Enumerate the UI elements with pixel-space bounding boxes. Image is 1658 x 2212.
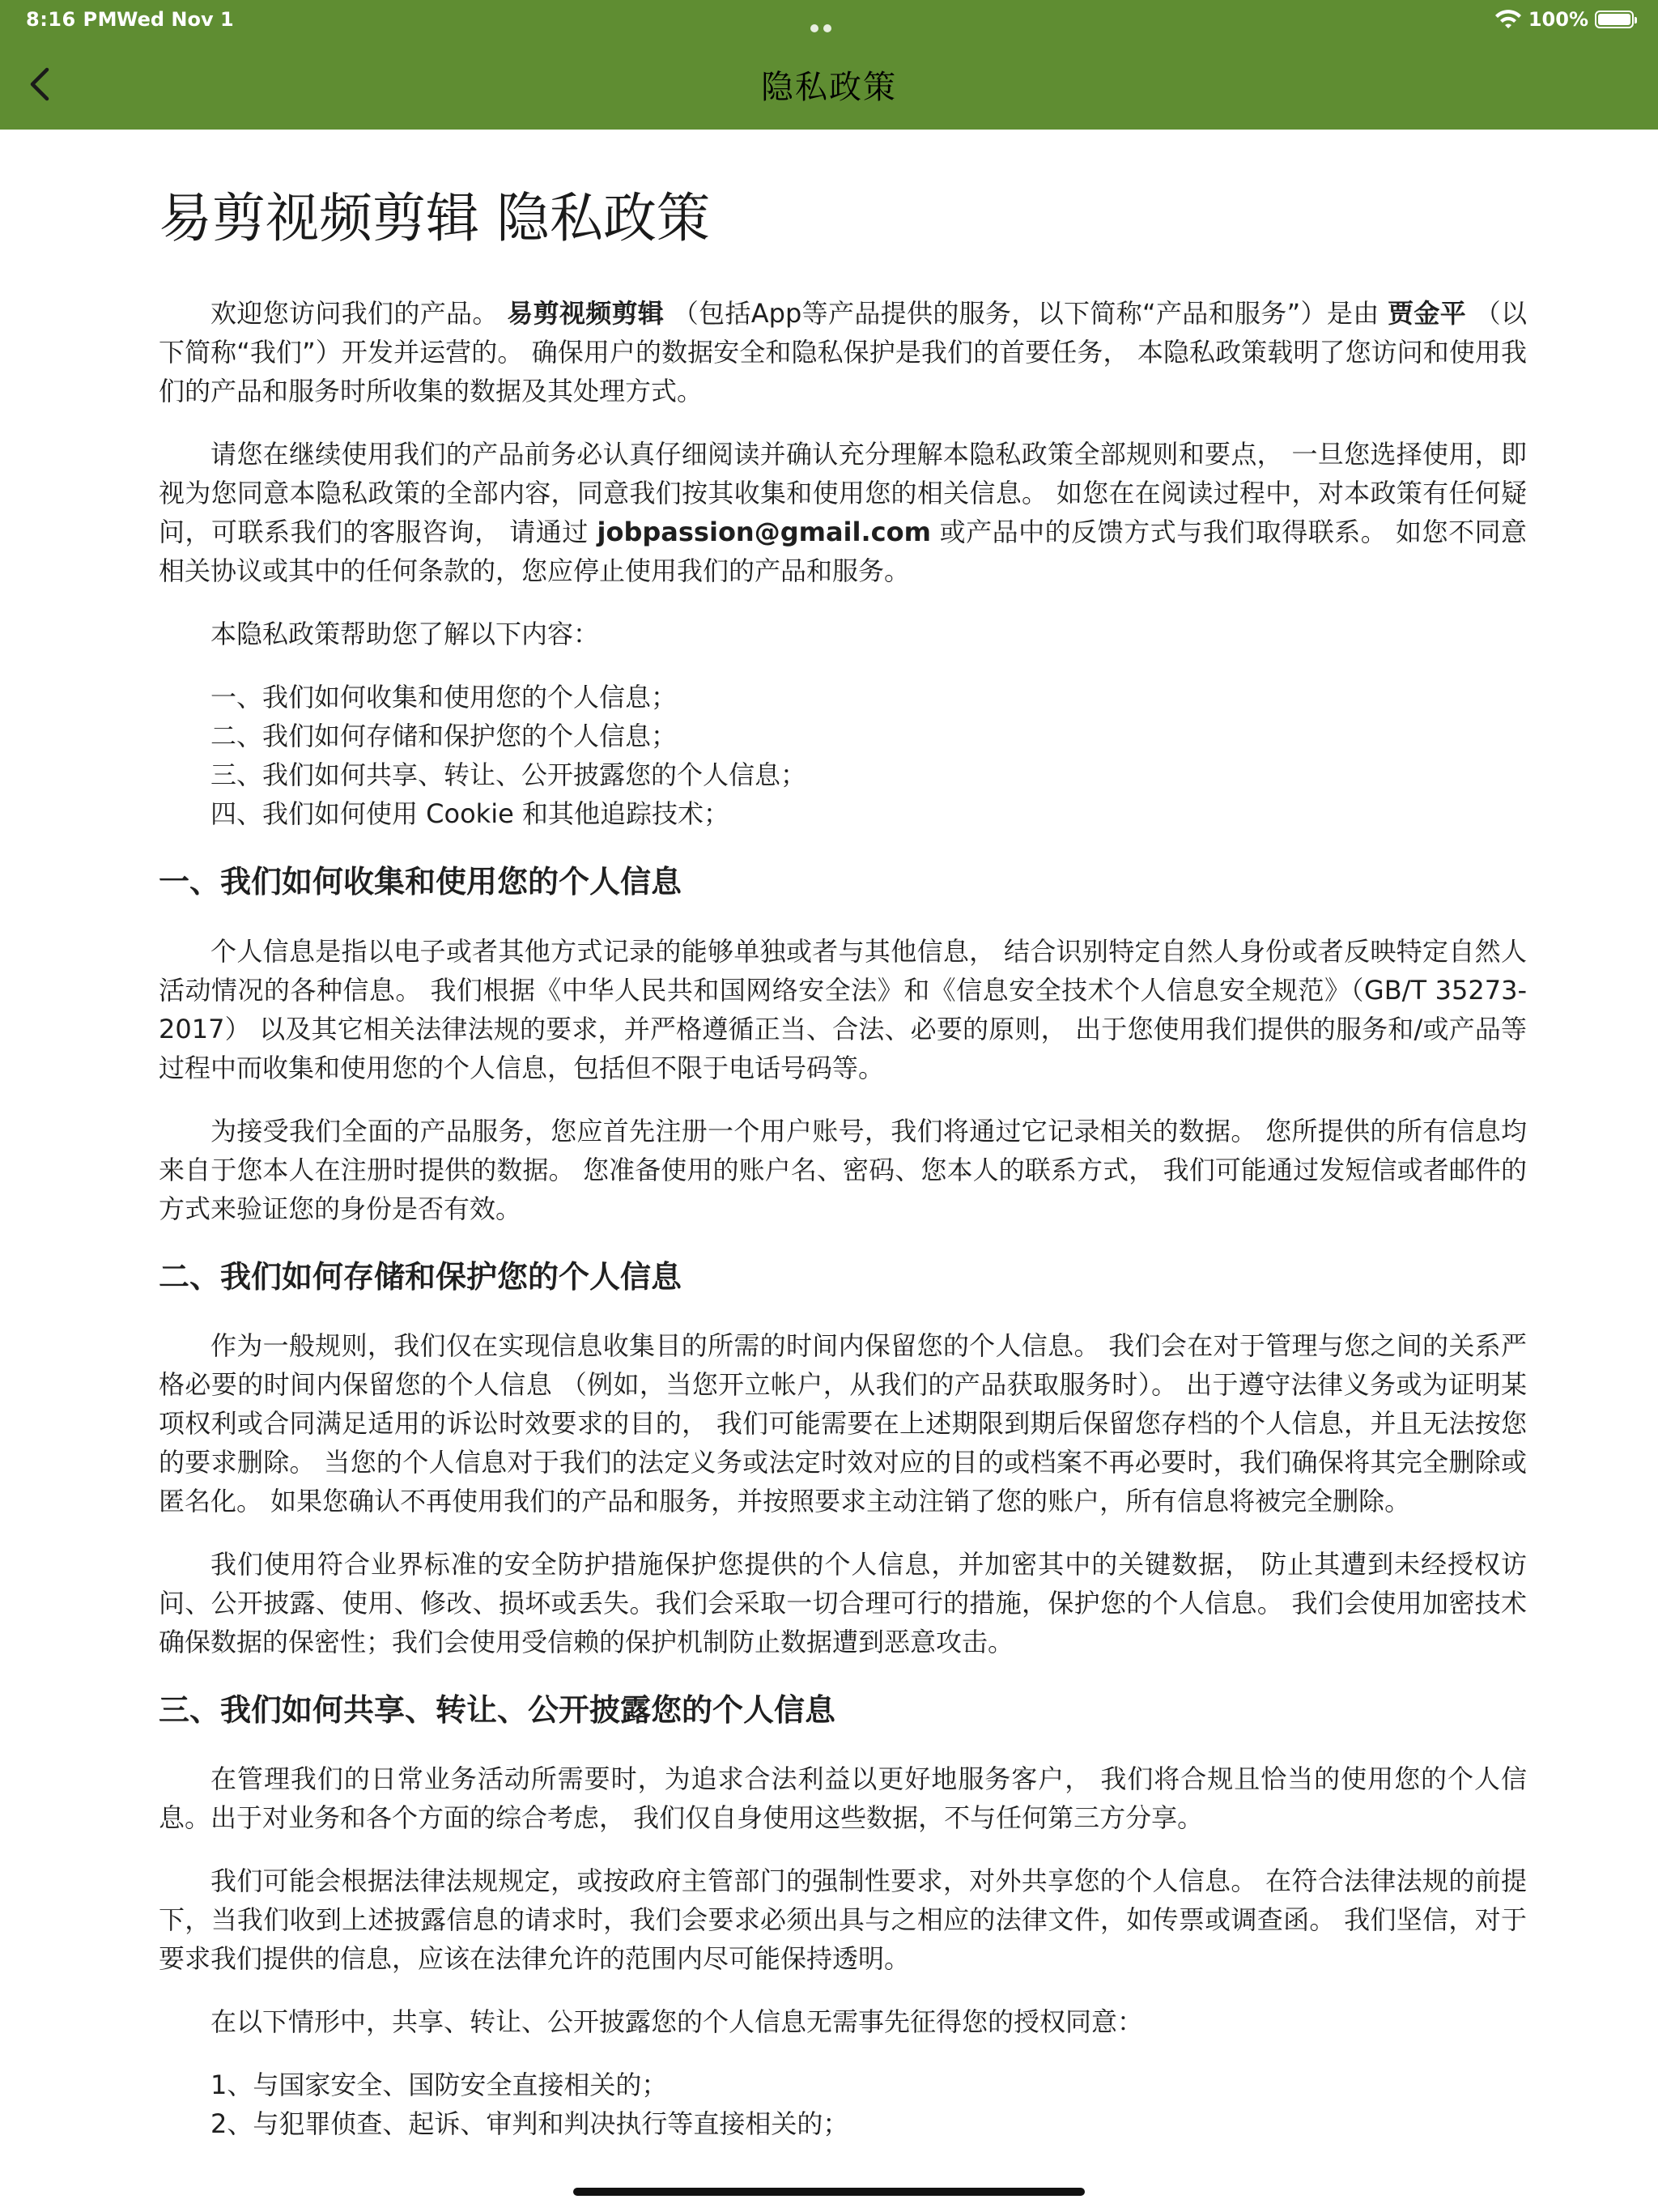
section-3-paragraph-3: 在以下情形中，共享、转让、公开披露您的个人信息无需事先征得您的授权同意： (210, 2006, 1144, 2038)
battery-percentage: 100% (1528, 8, 1588, 31)
toc-item: 三、我们如何共享、转让、公开披露您的个人信息； (210, 759, 807, 791)
contact-email[interactable]: jobpassion@gmail.com (597, 517, 931, 548)
status-bar (0, 0, 1658, 39)
wifi-icon (1494, 9, 1522, 30)
document-title: 易剪视频剪辑 隐私政策 (159, 187, 710, 249)
toc-item: 一、我们如何收集和使用您的个人信息； (210, 682, 678, 713)
section-heading-2: 二、我们如何存储和保护您的个人信息 (159, 1258, 682, 1295)
status-time: 8:16 PM (26, 8, 118, 31)
section-1-paragraph-1: 个人信息是指以电子或者其他方式记录的能够单独或者与其他信息， 结合识别特定自然人身份或者反映特定自然人活动情况的各种信息。 我们根据《中华人民共和国网络安全法》和《信息安全技术个人信息安全规范》（GB/T 35273-2017） 以及其它相关法律法规的要求，并严格遵循正当、合法、必要的原则， 出于您使用我们提供的服务和/或产品等过程中而收集和使用您的个人信息，包括但不限于电话号码等。 (159, 935, 1527, 1083)
intro-paragraph-2: 请您在继续使用我们的产品前务必认真仔细阅读并确认充分理解本隐私政策全部规则和要点， 一旦您选择使用，即视为您同意本隐私政策的全部内容，同意我们按其收集和使用您的相关信息。 如您在在阅读过程中，对本政策有任何疑问，可联系我们的客服咨询， 请通过 jobpassion@gmail.com 或产品中的反馈方式与我们取得联系。 如您不同意相关协议或其中的任何条款的，您应停止使用我们的产品和服务。 (159, 439, 1527, 587)
battery-icon (1595, 11, 1634, 28)
section-3-paragraph-2: 我们可能会根据法律法规规定，或按政府主管部门的强制性要求，对外共享您的个人信息。 在符合法律法规的前提下，当我们收到上述披露信息的请求时，我们会要求必须出具与之相应的法律文件，如传票或调查函。 我们坚信，对于要求我们提供的信息，应该在法律允许的范围内尽可能保持透明。 (159, 1865, 1527, 1975)
toc-item: 二、我们如何存储和保护您的个人信息； (210, 721, 678, 752)
section-2-paragraph-2: 我们使用符合业界标准的安全防护措施保护您提供的个人信息，并加密其中的关键数据， 防止其遭到未经授权访问、公开披露、使用、修改、损坏或丢失。我们会采取一切合理可行的措施，保护您的个人信息。 我们会使用加密技术确保数据的保密性；我们会使用受信赖的保护机制防止数据遭到恶意攻击。 (159, 1548, 1527, 1657)
status-indicators (1494, 6, 1634, 32)
page-title: 隐私政策 (761, 69, 897, 106)
app-name: 易剪视频剪辑 (507, 298, 665, 330)
list-item: 2、与犯罪侦查、起诉、审判和判决执行等直接相关的； (210, 2108, 849, 2140)
section-1-paragraph-2: 为接受我们全面的产品服务，您应首先注册一个用户账号，我们将通过它记录相关的数据。 您所提供的所有信息均来自于您本人在注册时提供的数据。 您准备使用的账户名、密码、您本人的联系方式， 我们可能通过发短信或者邮件的方式来验证您的身份是否有效。 (159, 1115, 1527, 1224)
policy-document (159, 186, 1527, 2167)
developer-name: 贾金平 (1388, 298, 1467, 330)
navigation-bar (0, 39, 1658, 130)
exception-list (159, 2065, 1527, 2143)
multitasking-dots-icon[interactable] (810, 15, 848, 23)
section-heading-1: 一、我们如何收集和使用您的个人信息 (159, 864, 682, 900)
section-3-paragraph-1: 在管理我们的日常业务活动所需要时，为追求合法利益以更好地服务客户， 我们将合规且恰当的使用您的个人信息。出于对业务和各个方面的综合考虑， 我们仅自身使用这些数据，不与任何第三方分享。 (159, 1763, 1527, 1834)
section-2-paragraph-1: 作为一般规则，我们仅在实现信息收集目的所需的时间内保留您的个人信息。 我们会在对于管理与您之间的关系严格必要的时间内保留您的个人信息 （例如，当您开立帐户，从我们的产品获取服务时）。 出于遵守法律义务或为证明某项权利或合同满足适用的诉讼时效要求的目的， 我们可能需要在上述期限到期后保留您存档的个人信息，并且无法按您的要求删除。 当您的个人信息对于我们的法定义务或法定时效对应的目的或档案不再必要时，我们确保将其完全删除或匿名化。 如果您确认不再使用我们的产品和服务，并按照要求主动注销了您的账户，所有信息将被完全删除。 (159, 1329, 1527, 1516)
intro-paragraph-1: 欢迎您访问我们的产品。 易剪视频剪辑 （包括App等产品提供的服务，以下简称“产品和服务”）是由 贾金平 （以下简称“我们”）开发并运营的。 确保用户的数据安全和隐私保护是我们的首要任务， 本隐私政策载明了您访问和使用我们的产品和服务时所收集的数据及其处理方式。 (159, 298, 1527, 407)
home-indicator[interactable] (573, 2188, 1085, 2196)
section-heading-3: 三、我们如何共享、转让、公开披露您的个人信息 (159, 1691, 836, 1728)
toc-intro: 本隐私政策帮助您了解以下内容： (210, 619, 600, 650)
list-item: 1、与国家安全、国防安全直接相关的； (210, 2069, 668, 2101)
toc-item: 四、我们如何使用 Cookie 和其他追踪技术； (210, 798, 729, 830)
table-of-contents (159, 678, 1527, 833)
status-date: Wed Nov 1 (117, 8, 234, 31)
